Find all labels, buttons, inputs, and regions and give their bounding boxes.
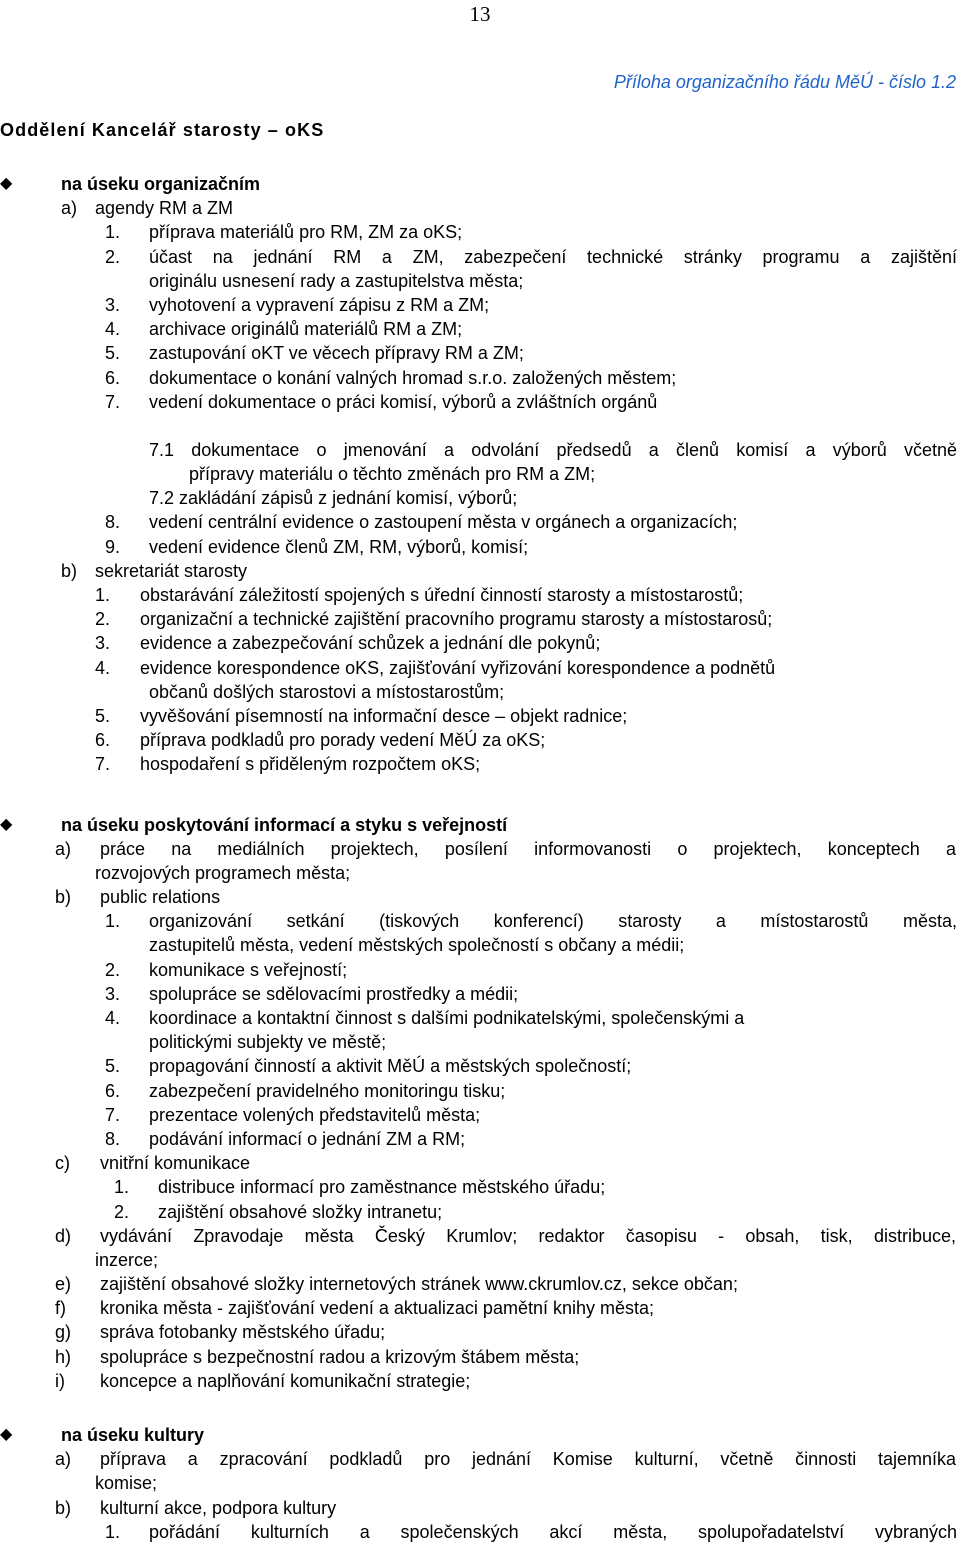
item-text: vedení dokumentace o práci komisí, výborů a zvláštních orgánů: [149, 391, 658, 412]
item-text: zastupitelů města, vedení městských společností s občany a médii;: [149, 935, 685, 956]
item-text: účast na jednání RM a ZM, zabezpečení technické stránky programu a zajištění: [149, 246, 957, 267]
list-item: [0, 293, 958, 317]
item-number: 1.: [105, 222, 121, 243]
list-item-h: [0, 1345, 958, 1369]
document-subtitle: Příloha organizačního řádu MěÚ - číslo 1.2: [613, 72, 956, 92]
section-organizacni-title-row: [0, 172, 958, 196]
item-number: 5.: [95, 705, 111, 726]
department-heading: Oddělení Kancelář starosty – oKS: [0, 120, 325, 140]
item-text: zabezpečení pravidelného monitoringu tisku;: [149, 1080, 506, 1101]
diamond-bullet-icon: ◆: [0, 1426, 13, 1443]
item-text: evidence a zabezpečování schůzek a jednání dle pokynů;: [140, 633, 601, 654]
list-item-a: [0, 1447, 958, 1471]
page-number: 13: [469, 2, 491, 26]
list-item: [0, 583, 958, 607]
list-item-e: [0, 1272, 958, 1296]
item-label: b): [61, 560, 78, 581]
item-label: b): [55, 1497, 72, 1518]
item-text: kronika města - zajišťování vedení a aktualizaci pamětní knihy města;: [100, 1298, 655, 1319]
list-item: [0, 341, 958, 365]
item-number: 2.: [105, 959, 121, 980]
list-item: [0, 1006, 958, 1030]
item-text: zajištění obsahové složky internetových stránek www.ckrumlov.cz, sekce občan;: [100, 1274, 738, 1295]
sub-item-7-2: [0, 486, 958, 510]
section-kultura-title-row: [0, 1423, 958, 1447]
list-item-continuation: [0, 680, 958, 704]
list-item: [0, 1520, 958, 1544]
item-text: vedení centrální evidence o zastoupení města v orgánech a organizacích;: [149, 512, 738, 533]
item-number: 4.: [95, 657, 111, 678]
list-item-b: [0, 559, 958, 583]
item-text: agendy RM a ZM: [95, 198, 234, 219]
item-number: 3.: [105, 983, 121, 1004]
item-text: zajištění obsahové složky intranetu;: [158, 1201, 443, 1222]
item-text: dokumentace o konání valných hromad s.r.o. založených městem;: [149, 367, 677, 388]
item-number: 1.: [95, 585, 111, 605]
item-number: 6.: [95, 730, 111, 751]
list-item: [0, 958, 958, 982]
item-number: 7.: [105, 391, 121, 412]
list-item-continuation: [0, 1471, 958, 1495]
item-text: občanů došlých starostovi a místostarostům;: [149, 681, 505, 702]
item-text: vydávání Zpravodaje města Český Krumlov; redaktor časopisu - obsah, tisk, distribuce,: [100, 1225, 956, 1246]
item-text: obstarávání záležitostí spojených s úřední činností starosty a místostarostů;: [140, 585, 744, 605]
item-number: 8.: [105, 1128, 121, 1149]
item-number: 7.: [95, 754, 111, 775]
item-text: politickými subjekty ve městě;: [149, 1032, 387, 1053]
list-item-b: [0, 885, 958, 909]
item-label: e): [55, 1274, 72, 1295]
item-text: organizační a technické zajištění pracovního programu starosty a místostarosů;: [140, 609, 773, 630]
item-number: 3.: [105, 294, 121, 315]
sub-item-7-1-continuation: [0, 462, 958, 486]
item-text: vyhotovení a vypravení zápisu z RM a ZM;: [149, 294, 490, 315]
item-text: public relations: [100, 887, 221, 908]
item-label: a): [55, 838, 72, 859]
item-number: 3.: [95, 633, 111, 654]
item-label: i): [55, 1370, 65, 1391]
list-item: [0, 656, 958, 680]
item-number: 1.: [105, 911, 121, 932]
list-item-f: [0, 1296, 958, 1320]
sub-item-7-1: [0, 438, 958, 462]
item-text: prezentace volených představitelů města;: [149, 1104, 481, 1125]
item-text: komunikace s veřejností;: [149, 959, 348, 980]
list-item: [0, 704, 958, 728]
item-label: g): [55, 1322, 72, 1343]
section-title: na úseku organizačním: [61, 174, 261, 194]
list-item: [0, 631, 958, 655]
item-text: vedení evidence členů ZM, RM, výborů, komisí;: [149, 536, 529, 557]
item-text: příprava podkladů pro porady vedení MěÚ za oKS;: [140, 730, 546, 751]
item-text: komise;: [95, 1473, 158, 1494]
item-label: d): [55, 1225, 72, 1246]
list-item-c: [0, 1151, 958, 1175]
list-item: [0, 752, 958, 776]
item-number: 1.: [105, 1521, 121, 1542]
list-item-a: [0, 196, 958, 220]
item-text: organizování setkání (tiskových konferencí) starosty a místostarostů města,: [149, 911, 957, 932]
list-item: [0, 220, 958, 244]
item-number: 4.: [105, 319, 121, 340]
item-text: podávání informací o jednání ZM a RM;: [149, 1128, 466, 1149]
list-item: [0, 1054, 958, 1078]
item-text: přípravy materiálu o těchto změnách pro RM a ZM;: [189, 464, 596, 485]
list-item: [0, 366, 958, 390]
item-text: práce na mediálních projektech, posílení informovanosti o projektech, konceptech a: [100, 838, 956, 859]
list-item-continuation: [0, 1248, 958, 1272]
item-text: hospodaření s přiděleným rozpočtem oKS;: [140, 754, 481, 775]
item-number: 8.: [105, 512, 121, 533]
list-item: [0, 535, 958, 559]
item-text: vnitřní komunikace: [100, 1153, 251, 1174]
list-item-continuation: [0, 933, 958, 957]
list-item: [0, 317, 958, 341]
item-text: inzerce;: [95, 1249, 159, 1270]
list-item-continuation: [0, 269, 958, 293]
item-text: zastupování oKT ve věcech přípravy RM a ZM;: [149, 343, 524, 364]
section-title: na úseku kultury: [61, 1425, 205, 1445]
list-item: [0, 982, 958, 1006]
item-number: 5.: [105, 1056, 121, 1077]
list-item: [0, 728, 958, 752]
list-item-a: [0, 837, 958, 861]
spacer: [0, 414, 958, 438]
item-number: 7.: [105, 1104, 121, 1125]
item-text: správa fotobanky městského úřadu;: [100, 1322, 386, 1343]
list-item: [0, 1175, 958, 1199]
list-item: [0, 1200, 958, 1224]
item-number: 2.: [105, 246, 121, 267]
document-body: [0, 172, 958, 1544]
list-item: [0, 1103, 958, 1127]
section-informace-title-row: [0, 813, 958, 837]
list-item: [0, 909, 958, 933]
list-item-b: [0, 1496, 958, 1520]
item-text: originálu usnesení rady a zastupitelstva města;: [149, 270, 524, 291]
list-item: [0, 245, 958, 269]
item-label: b): [55, 887, 72, 908]
list-item-continuation: [0, 861, 958, 885]
item-number: 2.: [114, 1201, 130, 1222]
item-text: koordinace a kontaktní činnost s dalšími podnikatelskými, společenskými a: [149, 1008, 745, 1028]
item-text: spolupráce s bezpečnostní radou a krizovým štábem města;: [100, 1346, 580, 1367]
list-item: [0, 1127, 958, 1151]
item-number: 4.: [105, 1008, 121, 1028]
item-text: koncepce a naplňování komunikační strategie;: [100, 1370, 471, 1391]
item-number: 2.: [95, 609, 111, 630]
section-title: na úseku poskytování informací a styku s veřejností: [61, 814, 508, 835]
list-item: [0, 607, 958, 631]
item-label: h): [55, 1346, 72, 1367]
item-text: 7.1 dokumentace o jmenování a odvolání předsedů a členů komisí a výborů včetně: [149, 439, 957, 460]
list-item-i: [0, 1369, 958, 1393]
list-item-g: [0, 1320, 958, 1344]
item-label: a): [61, 198, 78, 219]
item-number: 9.: [105, 536, 121, 557]
item-text: archivace originálů materiálů RM a ZM;: [149, 319, 463, 340]
item-text: kulturní akce, podpora kultury: [100, 1497, 337, 1518]
list-item: [0, 1079, 958, 1103]
diamond-bullet-icon: ◆: [0, 175, 13, 192]
spacer: [0, 777, 958, 813]
item-text: příprava materiálů pro RM, ZM za oKS;: [149, 222, 463, 243]
item-number: 1.: [114, 1177, 130, 1198]
item-label: c): [55, 1153, 70, 1174]
item-text: rozvojových programech města;: [95, 862, 351, 883]
item-text: příprava a zpracování podkladů pro jednání Komise kulturní, včetně činnosti tajemníka: [100, 1449, 956, 1470]
list-item: [0, 390, 958, 414]
diamond-bullet-icon: ◆: [0, 815, 13, 833]
list-item-d: [0, 1224, 958, 1248]
item-text: 7.2 zakládání zápisů z jednání komisí, výborů;: [149, 488, 518, 509]
item-text: spolupráce se sdělovacími prostředky a médii;: [149, 983, 519, 1004]
item-text: vyvěšování písemností na informační desce – objekt radnice;: [140, 705, 628, 726]
item-label: f): [55, 1298, 66, 1319]
item-number: 6.: [105, 367, 121, 388]
list-item-continuation: [0, 1030, 958, 1054]
item-label: a): [55, 1449, 72, 1470]
item-text: pořádání kulturních a společenských akcí města, spolupořadatelství vybraných: [149, 1521, 957, 1542]
item-text: sekretariát starosty: [95, 560, 248, 581]
item-number: 5.: [105, 343, 121, 364]
spacer: [0, 1393, 958, 1423]
item-number: 6.: [105, 1080, 121, 1101]
item-text: evidence korespondence oKS, zajišťování vyřizování korespondence a podnětů: [140, 657, 776, 678]
item-text: propagování činností a aktivit MěÚ a městských společností;: [149, 1056, 632, 1077]
item-text: distribuce informací pro zaměstnance městského úřadu;: [158, 1177, 606, 1198]
list-item: [0, 510, 958, 534]
